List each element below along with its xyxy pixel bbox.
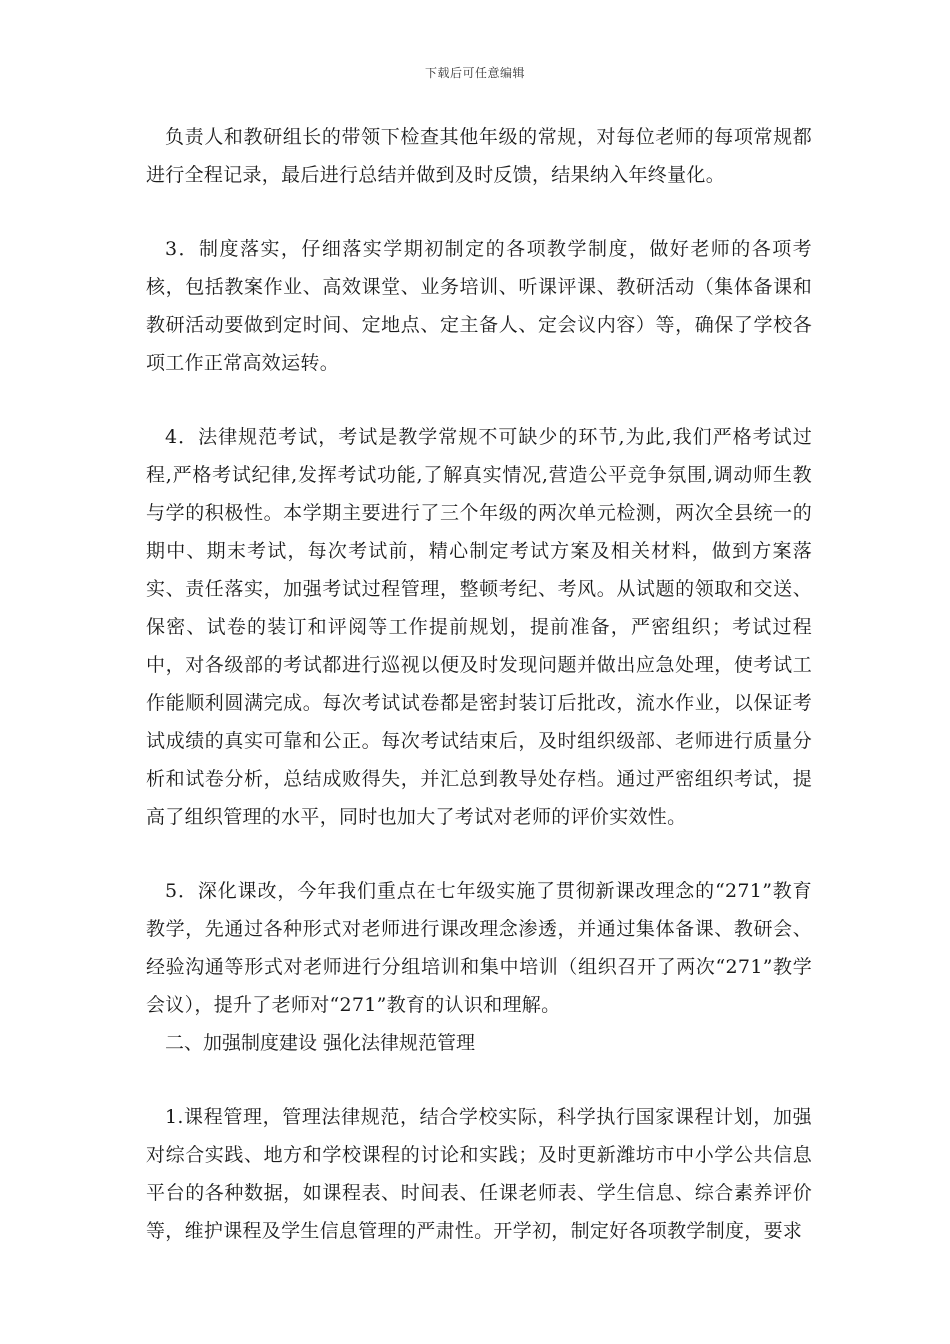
paragraph-routine-check: 负责人和教研组长的带领下检查其他年级的常规，对每位老师的每项常规都进行全程记录，最后进行总结并做到及时反馈，结果纳入年终量化。: [146, 126, 812, 186]
document-body: [146, 118, 812, 1250]
paragraph-curriculum-reform: 5．深化课改，今年我们重点在七年级实施了贯彻新课改理念的“271”教育教学，先通过各种形式对老师进行课改理念渗透，并通过集体备课、教研会、经验沟通等形式对老师进行分组培训和集中培训（组织召开了两次“271”教学会议），提升了老师对“271”教育的认识和理解。: [146, 880, 812, 1016]
section-heading: 二、加强制度建设 强化法律规范管理: [165, 1032, 476, 1054]
paragraph-course-management: 1.课程管理，管理法律规范，结合学校实际，科学执行国家课程计划，加强对综合实践、地方和学校课程的讨论和实践；及时更新潍坊市中小学公共信息平台的各种数据，如课程表、时间表、任课老师表、学生信息、综合素养评价等，维护课程及学生信息管理的严肃性。开学初，制定好各项教学制度，要求: [146, 1106, 812, 1242]
paragraph-exam-regulation: 4．法律规范考试，考试是教学常规不可缺少的环节,为此,我们严格考试过程,严格考试纪律,发挥考试功能,了解真实情况,营造公平竞争氛围,调动师生教与学的积极性。本学期主要进行了三个年级的两次单元检测，两次全县统一的期中、期末考试，每次考试前，精心制定考试方案及相关材料，做到方案落实、责任落实，加强考试过程管理，整顿考纪、考风。从试题的领取和交送、保密、试卷的装订和评阅等工作提前规划，提前准备，严密组织；考试过程中，对各级部的考试都进行巡视以便及时发现问题并做出应急处理，使考试工作能顺利圆满完成。每次考试试卷都是密封装订后批改，流水作业，以保证考试成绩的真实可靠和公正。每次考试结束后，及时组织级部、老师进行质量分析和试卷分析，总结成败得失，并汇总到教导处存档。通过严密组织考试，提高了组织管理的水平，同时也加大了考试对老师的评价实效性。: [146, 426, 812, 828]
paragraph-gap: [146, 194, 812, 230]
page-header: 下载后可任意编辑: [424, 66, 525, 80]
paragraph-gap: [146, 836, 812, 872]
paragraph-gap: [146, 1062, 812, 1098]
paragraph-gap: [146, 382, 812, 418]
paragraph-system-implementation: 3．制度落实，仔细落实学期初制定的各项教学制度，做好老师的各项考核，包括教案作业、高效课堂、业务培训、听课评课、教研活动（集体备课和教研活动要做到定时间、定地点、定主备人、定会议内容）等，确保了学校各项工作正常高效运转。: [146, 238, 812, 374]
